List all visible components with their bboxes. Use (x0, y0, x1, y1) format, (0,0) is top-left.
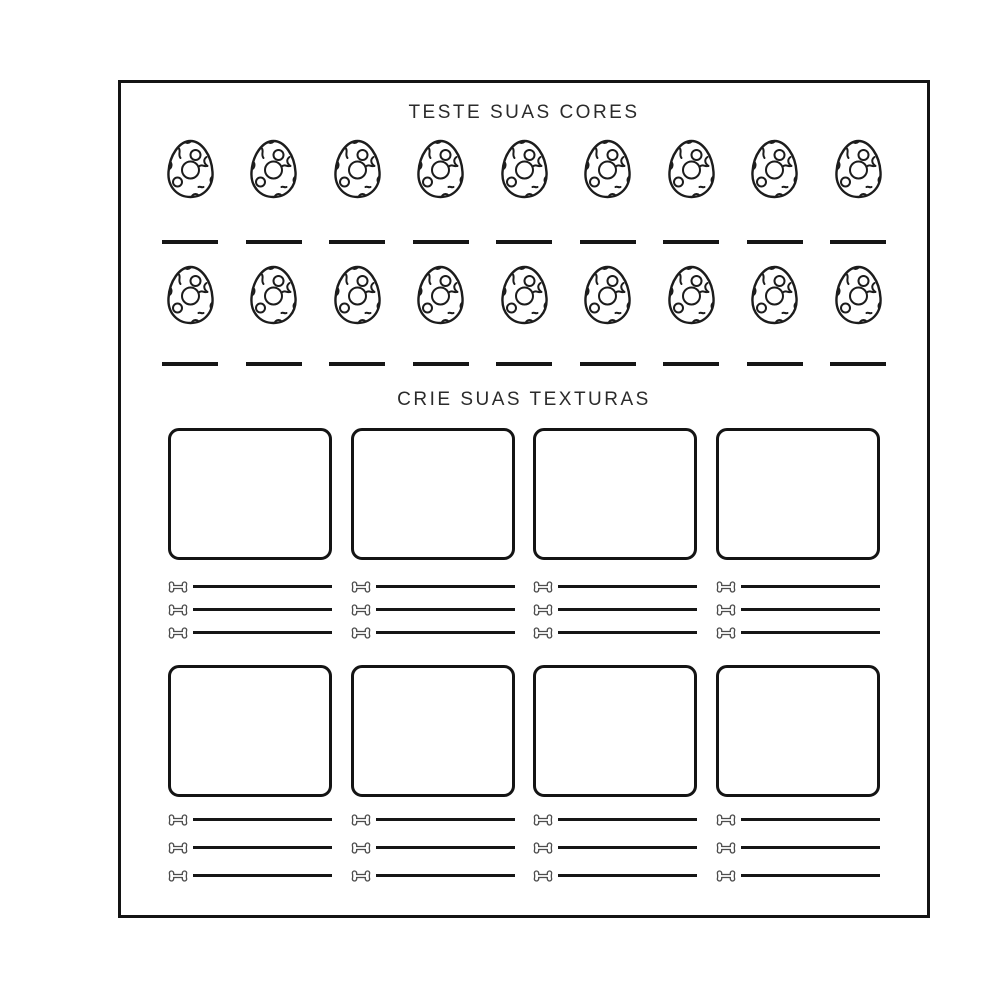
blank-cell (663, 362, 719, 366)
color-label-blank (246, 362, 302, 366)
texture-line-row (351, 580, 515, 593)
bone-icon (533, 581, 553, 593)
color-label-blank (830, 240, 886, 244)
egg-cell (329, 264, 385, 326)
dino-egg-icon (164, 264, 217, 326)
writing-line (558, 846, 697, 849)
color-label-blank (246, 240, 302, 244)
egg-cell (413, 138, 469, 200)
egg-cell (162, 138, 218, 200)
dino-egg-icon (414, 264, 467, 326)
texture-box (351, 665, 515, 797)
dino-egg-icon (414, 138, 467, 200)
texture-box (716, 665, 880, 797)
bone-icon (351, 870, 371, 882)
texture-line-row (533, 626, 697, 639)
writing-line (376, 608, 515, 611)
writing-line (558, 585, 697, 588)
writing-line (193, 846, 332, 849)
color-label-blank (747, 362, 803, 366)
writing-line (376, 818, 515, 821)
texture-line-row (533, 869, 697, 882)
egg-cell (663, 138, 719, 200)
texture-box-row (121, 428, 927, 560)
writing-line (376, 874, 515, 877)
blank-cell (246, 240, 302, 244)
blank-cell (830, 240, 886, 244)
texture-box-row (121, 665, 927, 797)
writing-line (741, 631, 880, 634)
egg-cell (246, 138, 302, 200)
writing-line (376, 585, 515, 588)
bone-icon (716, 842, 736, 854)
bone-icon (716, 627, 736, 639)
bone-icon (168, 627, 188, 639)
blank-cell (162, 240, 218, 244)
texture-line-row (351, 841, 515, 854)
color-label-blank (830, 362, 886, 366)
texture-line-row (716, 869, 880, 882)
texture-line-row (351, 603, 515, 616)
blank-cell (747, 240, 803, 244)
blank-cell (246, 362, 302, 366)
bone-icon (168, 842, 188, 854)
color-label-blank (329, 362, 385, 366)
egg-cell (329, 138, 385, 200)
textures-section-title: CRIE SUAS TEXTURAS (397, 389, 651, 410)
egg-cell (580, 264, 636, 326)
egg-cell (413, 264, 469, 326)
texture-line-column (533, 580, 697, 639)
bone-icon (351, 604, 371, 616)
writing-line (741, 846, 880, 849)
texture-line-column (533, 813, 697, 882)
texture-box (533, 428, 697, 560)
dino-egg-icon (498, 264, 551, 326)
texture-line-column (716, 580, 880, 639)
bone-icon (716, 814, 736, 826)
egg-row (121, 264, 927, 326)
writing-line (193, 874, 332, 877)
texture-box (351, 428, 515, 560)
dino-egg-icon (665, 138, 718, 200)
writing-line (193, 631, 332, 634)
texture-line-row (168, 580, 332, 593)
texture-line-column (168, 813, 332, 882)
blank-cell (830, 362, 886, 366)
writing-line (193, 818, 332, 821)
texture-line-row (351, 813, 515, 826)
color-label-blank (580, 240, 636, 244)
egg-cell (580, 138, 636, 200)
texture-lines-group (121, 813, 927, 882)
blank-cell (496, 240, 552, 244)
dino-egg-icon (331, 264, 384, 326)
texture-line-row (168, 869, 332, 882)
colors-section-title: TESTE SUAS CORES (408, 102, 640, 123)
bone-icon (168, 581, 188, 593)
bone-icon (716, 604, 736, 616)
color-label-blank (747, 240, 803, 244)
egg-cell (747, 138, 803, 200)
writing-line (558, 631, 697, 634)
blank-cell (413, 240, 469, 244)
bone-icon (533, 627, 553, 639)
texture-line-column (351, 580, 515, 639)
texture-box (168, 665, 332, 797)
texture-line-row (533, 580, 697, 593)
bone-icon (533, 842, 553, 854)
texture-line-row (351, 626, 515, 639)
bone-icon (351, 842, 371, 854)
dino-egg-icon (581, 264, 634, 326)
color-label-blank (413, 362, 469, 366)
blank-cell (580, 240, 636, 244)
egg-cell (496, 264, 552, 326)
color-label-blank (162, 362, 218, 366)
dino-egg-icon (331, 138, 384, 200)
dino-egg-icon (748, 264, 801, 326)
egg-row (121, 138, 927, 200)
egg-cell (496, 138, 552, 200)
blank-cell (580, 362, 636, 366)
dino-egg-icon (498, 138, 551, 200)
egg-cell (830, 138, 886, 200)
texture-line-row (533, 603, 697, 616)
bone-icon (351, 581, 371, 593)
egg-cell (663, 264, 719, 326)
writing-line (741, 874, 880, 877)
color-label-blank (663, 240, 719, 244)
bone-icon (533, 814, 553, 826)
worksheet-border (118, 80, 930, 918)
texture-line-row (716, 580, 880, 593)
color-label-blank (496, 362, 552, 366)
texture-box (716, 428, 880, 560)
blank-cell (329, 362, 385, 366)
egg-cell (246, 264, 302, 326)
writing-line (376, 631, 515, 634)
blank-cell (747, 362, 803, 366)
writing-line (376, 846, 515, 849)
texture-line-row (716, 813, 880, 826)
color-label-blank (496, 240, 552, 244)
blank-cell (496, 362, 552, 366)
egg-cell (162, 264, 218, 326)
color-blank-row (121, 362, 927, 366)
bone-icon (168, 870, 188, 882)
bone-icon (351, 814, 371, 826)
texture-box (168, 428, 332, 560)
texture-line-row (716, 841, 880, 854)
bone-icon (716, 581, 736, 593)
writing-line (558, 818, 697, 821)
texture-line-row (716, 626, 880, 639)
dino-egg-icon (581, 138, 634, 200)
writing-line (193, 585, 332, 588)
texture-line-column (168, 580, 332, 639)
egg-cell (830, 264, 886, 326)
dino-egg-icon (748, 138, 801, 200)
blank-cell (329, 240, 385, 244)
texture-box (533, 665, 697, 797)
texture-line-column (351, 813, 515, 882)
texture-lines-group (121, 580, 927, 639)
texture-line-column (716, 813, 880, 882)
writing-line (741, 608, 880, 611)
blank-cell (162, 362, 218, 366)
texture-line-row (168, 603, 332, 616)
bone-icon (533, 870, 553, 882)
writing-line (558, 874, 697, 877)
color-label-blank (413, 240, 469, 244)
bone-icon (168, 604, 188, 616)
writing-line (193, 608, 332, 611)
dino-egg-icon (164, 138, 217, 200)
blank-cell (663, 240, 719, 244)
texture-line-row (716, 603, 880, 616)
color-label-blank (162, 240, 218, 244)
writing-line (741, 818, 880, 821)
dino-egg-icon (665, 264, 718, 326)
color-label-blank (329, 240, 385, 244)
texture-line-row (533, 841, 697, 854)
texture-line-row (351, 869, 515, 882)
dino-egg-icon (832, 264, 885, 326)
writing-line (558, 608, 697, 611)
texture-line-row (168, 841, 332, 854)
bone-icon (533, 604, 553, 616)
dino-egg-icon (247, 138, 300, 200)
texture-line-row (533, 813, 697, 826)
color-label-blank (663, 362, 719, 366)
color-label-blank (580, 362, 636, 366)
writing-line (741, 585, 880, 588)
bone-icon (168, 814, 188, 826)
dino-egg-icon (247, 264, 300, 326)
color-blank-row (121, 240, 927, 244)
texture-line-row (168, 626, 332, 639)
bone-icon (716, 870, 736, 882)
texture-line-row (168, 813, 332, 826)
blank-cell (413, 362, 469, 366)
dino-egg-icon (832, 138, 885, 200)
egg-cell (747, 264, 803, 326)
bone-icon (351, 627, 371, 639)
